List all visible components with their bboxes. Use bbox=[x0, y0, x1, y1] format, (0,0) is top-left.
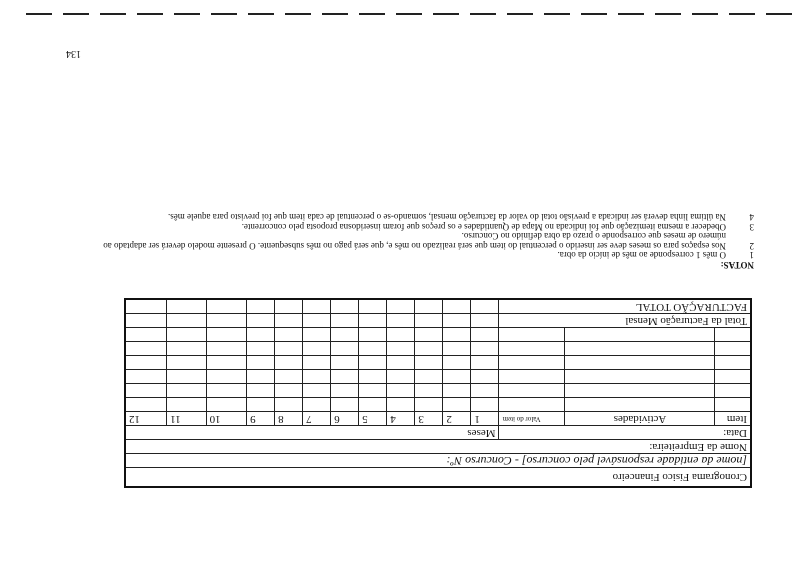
header-row bbox=[125, 412, 751, 426]
company-name-label: Nome da Empreiteira: bbox=[125, 440, 751, 454]
cronograma-table bbox=[124, 298, 752, 488]
month-7: 7 bbox=[303, 412, 331, 426]
header-activities: Actividades bbox=[565, 412, 715, 426]
table-row bbox=[125, 342, 751, 356]
header-item-value: Valor do item bbox=[499, 412, 565, 426]
cut-line bbox=[0, 12, 800, 16]
monthly-total-row bbox=[125, 314, 751, 328]
months-label: Meses bbox=[125, 426, 499, 440]
table-row bbox=[125, 356, 751, 370]
notes-section bbox=[74, 212, 754, 269]
month-10: 10 bbox=[206, 412, 246, 426]
note-1: 1 O mês 1 corresponde ao mês de início da obra. bbox=[557, 250, 754, 261]
month-5: 5 bbox=[359, 412, 387, 426]
monthly-total-label: Total da Facturação Mensal bbox=[499, 314, 751, 328]
entity-line: [nome da entidade responsável pelo concurso] - Concurso Nº: bbox=[125, 454, 751, 468]
date-label: Data: bbox=[499, 426, 751, 440]
month-6: 6 bbox=[331, 412, 359, 426]
page-number: 134 bbox=[66, 48, 81, 59]
table-row bbox=[125, 398, 751, 412]
table-row bbox=[125, 328, 751, 342]
month-2: 2 bbox=[443, 412, 471, 426]
note-2: 2 Nos espaços para os meses deve ser inserido o percentual do item que será realizado no mês e, que será pago no mês subsequente. O presente modelo deverá ser adaptado ao número de meses que corresponde o prazo da obra definido no Concurso. bbox=[103, 231, 754, 251]
table-row bbox=[125, 384, 751, 398]
notes-heading: NOTAS: bbox=[720, 260, 754, 270]
month-3: 3 bbox=[415, 412, 443, 426]
note-3: 3 Obedecer a mesma itemização que foi indicada no Mapa de Quantidades e os preços que foram inseridosna proposta pelo concorrente. bbox=[241, 222, 754, 232]
note-4: 4 Na última linha deverá ser indicada a previsão total do valor da facturação mensal, somando-se o percentual de cada item que foi previsto para aquele mês. bbox=[167, 212, 754, 223]
month-1: 1 bbox=[471, 412, 499, 426]
month-9: 9 bbox=[247, 412, 275, 426]
table-row bbox=[125, 370, 751, 384]
month-8: 8 bbox=[275, 412, 303, 426]
header-item: Item bbox=[715, 412, 751, 426]
month-12: 12 bbox=[125, 412, 167, 426]
month-11: 11 bbox=[167, 412, 206, 426]
grand-total-row bbox=[125, 299, 751, 314]
form-title: Cronograma Físico Financeiro bbox=[125, 468, 751, 488]
grand-total-label: FACTURAÇÃO TOTAL bbox=[499, 299, 751, 314]
month-4: 4 bbox=[387, 412, 415, 426]
